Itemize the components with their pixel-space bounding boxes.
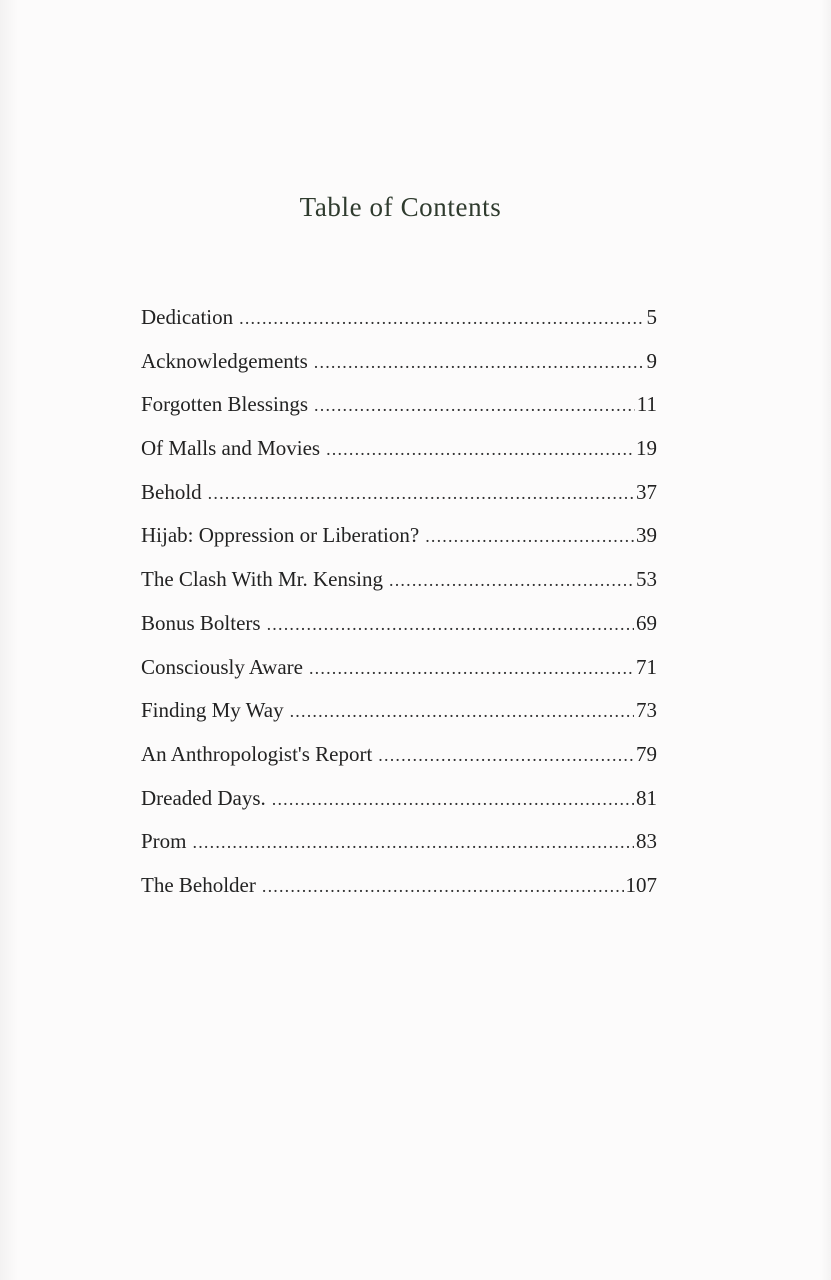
toc-page-number: 37 bbox=[636, 479, 657, 504]
toc-entry-title: The Clash With Mr. Kensing bbox=[141, 567, 384, 592]
toc-page-number: 81 bbox=[636, 785, 657, 810]
dot-leader bbox=[378, 745, 634, 766]
dot-leader bbox=[267, 614, 634, 635]
toc-page-number: 9 bbox=[646, 348, 657, 373]
toc-page-number: 53 bbox=[636, 567, 657, 592]
table-of-contents bbox=[141, 305, 657, 917]
toc-entry-title: Behold bbox=[141, 479, 202, 504]
toc-entry-title: An Anthropologist's Report bbox=[141, 741, 373, 766]
toc-entry-title: The Beholder bbox=[141, 872, 256, 897]
dot-leader bbox=[208, 483, 634, 504]
toc-entry-title: Forgotten Blessings bbox=[141, 392, 309, 417]
page-title: Table of Contents bbox=[299, 192, 502, 222]
toc-entry bbox=[141, 611, 657, 655]
dot-leader bbox=[389, 570, 634, 591]
toc-entry-title: Prom bbox=[141, 829, 187, 854]
dot-leader bbox=[314, 352, 645, 373]
dot-leader bbox=[272, 789, 634, 810]
toc-entry bbox=[141, 349, 657, 393]
toc-entry-title: Dedication bbox=[141, 305, 234, 329]
toc-entry-title: Bonus Bolters bbox=[141, 610, 261, 635]
toc-page-number: 69 bbox=[636, 610, 657, 635]
dot-leader bbox=[239, 308, 644, 329]
toc-entry bbox=[141, 305, 657, 349]
toc-page-number: 19 bbox=[636, 436, 657, 461]
toc-entry bbox=[141, 655, 657, 699]
toc-page-number: 83 bbox=[636, 829, 657, 854]
dot-leader bbox=[314, 395, 635, 416]
toc-page-number: 11 bbox=[636, 392, 657, 417]
dot-leader bbox=[309, 658, 634, 679]
toc-page-number: 71 bbox=[636, 654, 657, 679]
dot-leader bbox=[425, 526, 634, 547]
toc-entry bbox=[141, 480, 657, 524]
dot-leader bbox=[193, 832, 634, 853]
toc-page-number: 73 bbox=[636, 698, 657, 723]
toc-page-number: 107 bbox=[625, 872, 657, 897]
toc-entry-title: Consciously Aware bbox=[141, 654, 303, 679]
toc-entry bbox=[141, 698, 657, 742]
dot-leader bbox=[326, 439, 634, 460]
toc-entry bbox=[141, 523, 657, 567]
toc-page-number: 79 bbox=[636, 741, 657, 766]
toc-entry bbox=[141, 567, 657, 611]
toc-entry-title: Dreaded Days. bbox=[141, 785, 266, 810]
toc-entry bbox=[141, 392, 657, 436]
toc-entry bbox=[141, 873, 657, 917]
toc-entry bbox=[141, 786, 657, 830]
toc-page-number: 39 bbox=[636, 523, 657, 548]
toc-entry bbox=[141, 829, 657, 873]
toc-entry-title: Hijab: Oppression or Liberation? bbox=[141, 523, 420, 548]
dot-leader bbox=[290, 701, 634, 722]
toc-entry-title: Acknowledgements bbox=[141, 348, 308, 373]
toc-page-number: 5 bbox=[646, 305, 657, 329]
toc-entry-title: Finding My Way bbox=[141, 698, 284, 723]
dot-leader bbox=[262, 876, 624, 897]
toc-entry bbox=[141, 436, 657, 480]
toc-entry-title: Of Malls and Movies bbox=[141, 436, 321, 461]
toc-entry bbox=[141, 742, 657, 786]
